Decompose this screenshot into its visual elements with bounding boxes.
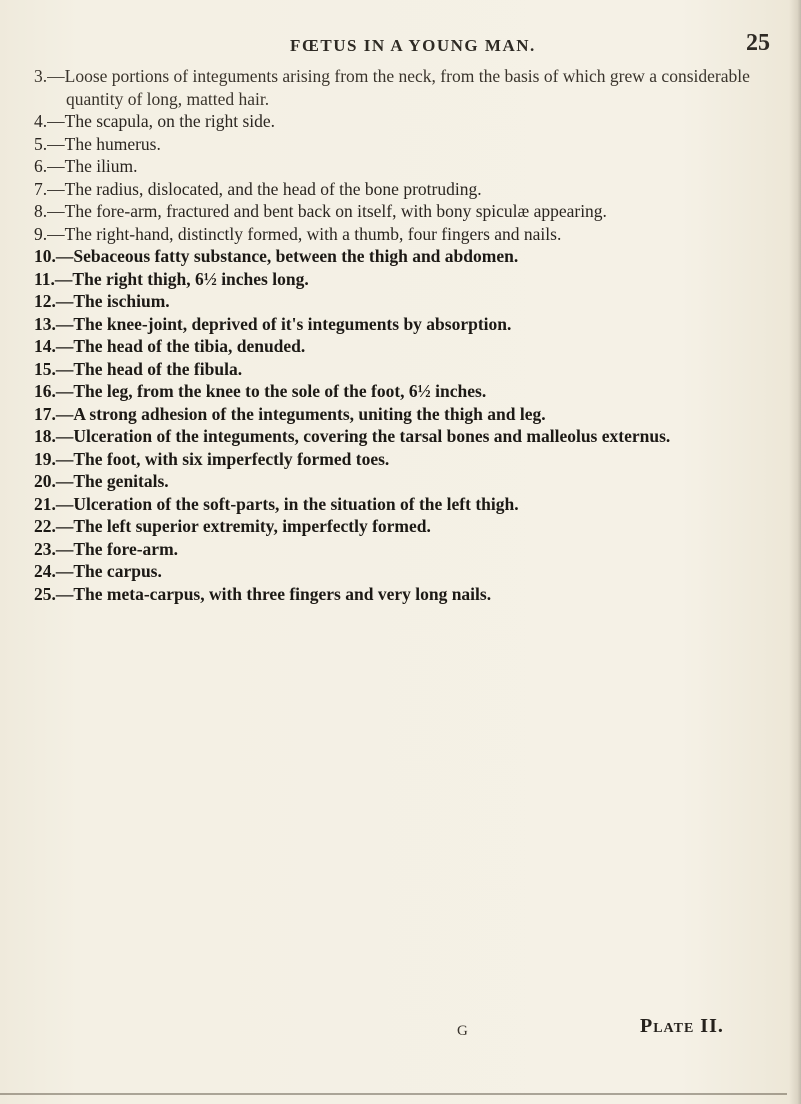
entry-number: 12. [34,291,56,311]
list-item [0,155,801,178]
bottom-page-edge [0,1093,787,1095]
signature-mark: G [457,1023,468,1039]
catchword: Plate II. [640,1015,724,1037]
entry-number: 8. [34,201,48,221]
entry-text: —The leg, from the knee to the sole of the foot, 6½ inches. [55,381,487,401]
list-item [0,358,801,381]
entry-number: 20. [34,471,56,491]
entry-text: —A strong adhesion of the integuments, uniting the thigh and leg. [55,403,546,424]
list-item [0,335,801,358]
entry-text: —Ulceration of the integuments, covering the tarsal bones and malleolus externus. [55,426,671,446]
entry-number: 22. [34,516,56,536]
entry-text: —The scapula, on the right side. [47,111,276,131]
running-head [0,30,801,60]
list-item [0,515,801,538]
page-footer [0,1015,801,1045]
entry-text: —The fore-arm, fractured and bent back on itself, with bony spiculæ appearing. [47,201,607,221]
list-item [0,425,801,448]
entry-number: 6. [34,156,48,176]
entry-number: 13. [34,313,56,334]
entry-number: 10. [34,246,56,266]
entry-number: 11. [34,268,55,289]
list-item [0,223,801,246]
list-item [0,560,801,583]
entry-number: 14. [34,336,56,356]
entry-number: 21. [34,493,56,514]
list-item [0,313,801,336]
list-item [0,493,801,516]
entry-text: —The genitals. [55,471,169,491]
entry-text: —The carpus. [55,561,162,581]
entry-text: —The ilium. [47,156,138,176]
entry-text: —The left superior extremity, imperfectly formed. [55,516,431,536]
entry-number: 9. [34,223,48,244]
entry-number: 16. [34,381,56,401]
entry-number: 18. [34,426,56,446]
list-item [0,65,801,110]
entry-text: —Ulceration of the soft-parts, in the situation of the left thigh. [55,493,519,514]
entry-number: 3. [34,66,48,86]
entry-text: —The ischium. [55,291,170,311]
entry-text: —The knee-joint, deprived of it's integuments by absorption. [55,313,512,334]
plate-key-list [0,65,801,605]
entry-text: —The head of the fibula. [55,358,243,379]
list-item [0,133,801,156]
entry-number: 24. [34,561,56,581]
list-item [0,538,801,561]
entry-number: 15. [34,358,56,379]
list-item [0,245,801,268]
list-item [0,110,801,133]
list-item [0,380,801,403]
entry-text: —The meta-carpus, with three fingers and very long nails. [55,583,492,604]
entry-text: —The humerus. [47,133,161,154]
entry-text: —The head of the tibia, denuded. [55,336,306,356]
entry-number: 5. [34,133,48,154]
entry-number: 7. [34,178,48,199]
entry-number: 25. [34,583,56,604]
entry-text: —The fore-arm. [55,538,179,559]
list-item [0,583,801,606]
running-head-title: FŒTUS IN A YOUNG MAN. [290,36,536,55]
entry-text: —Loose portions of integuments arising from the neck, from the basis of which grew a considerable quantity of long, matted hair. [47,66,750,109]
entry-text: —The right-hand, distinctly formed, with a thumb, four fingers and nails. [47,223,562,244]
entry-text: —The foot, with six imperfectly formed toes. [55,448,390,469]
entry-text: —The right thigh, 6½ inches long. [54,268,309,289]
list-item [0,178,801,201]
list-item [0,448,801,471]
list-item [0,200,801,223]
entry-number: 17. [34,403,56,424]
entry-text: —The radius, dislocated, and the head of the bone protruding. [47,178,482,199]
entry-text: —Sebaceous fatty substance, between the thigh and abdomen. [55,246,519,266]
entry-number: 23. [34,538,56,559]
entry-number: 4. [34,111,48,131]
list-item [0,268,801,291]
page-number: 25 [746,30,770,56]
list-item [0,403,801,426]
list-item [0,290,801,313]
entry-number: 19. [34,448,56,469]
list-item [0,470,801,493]
